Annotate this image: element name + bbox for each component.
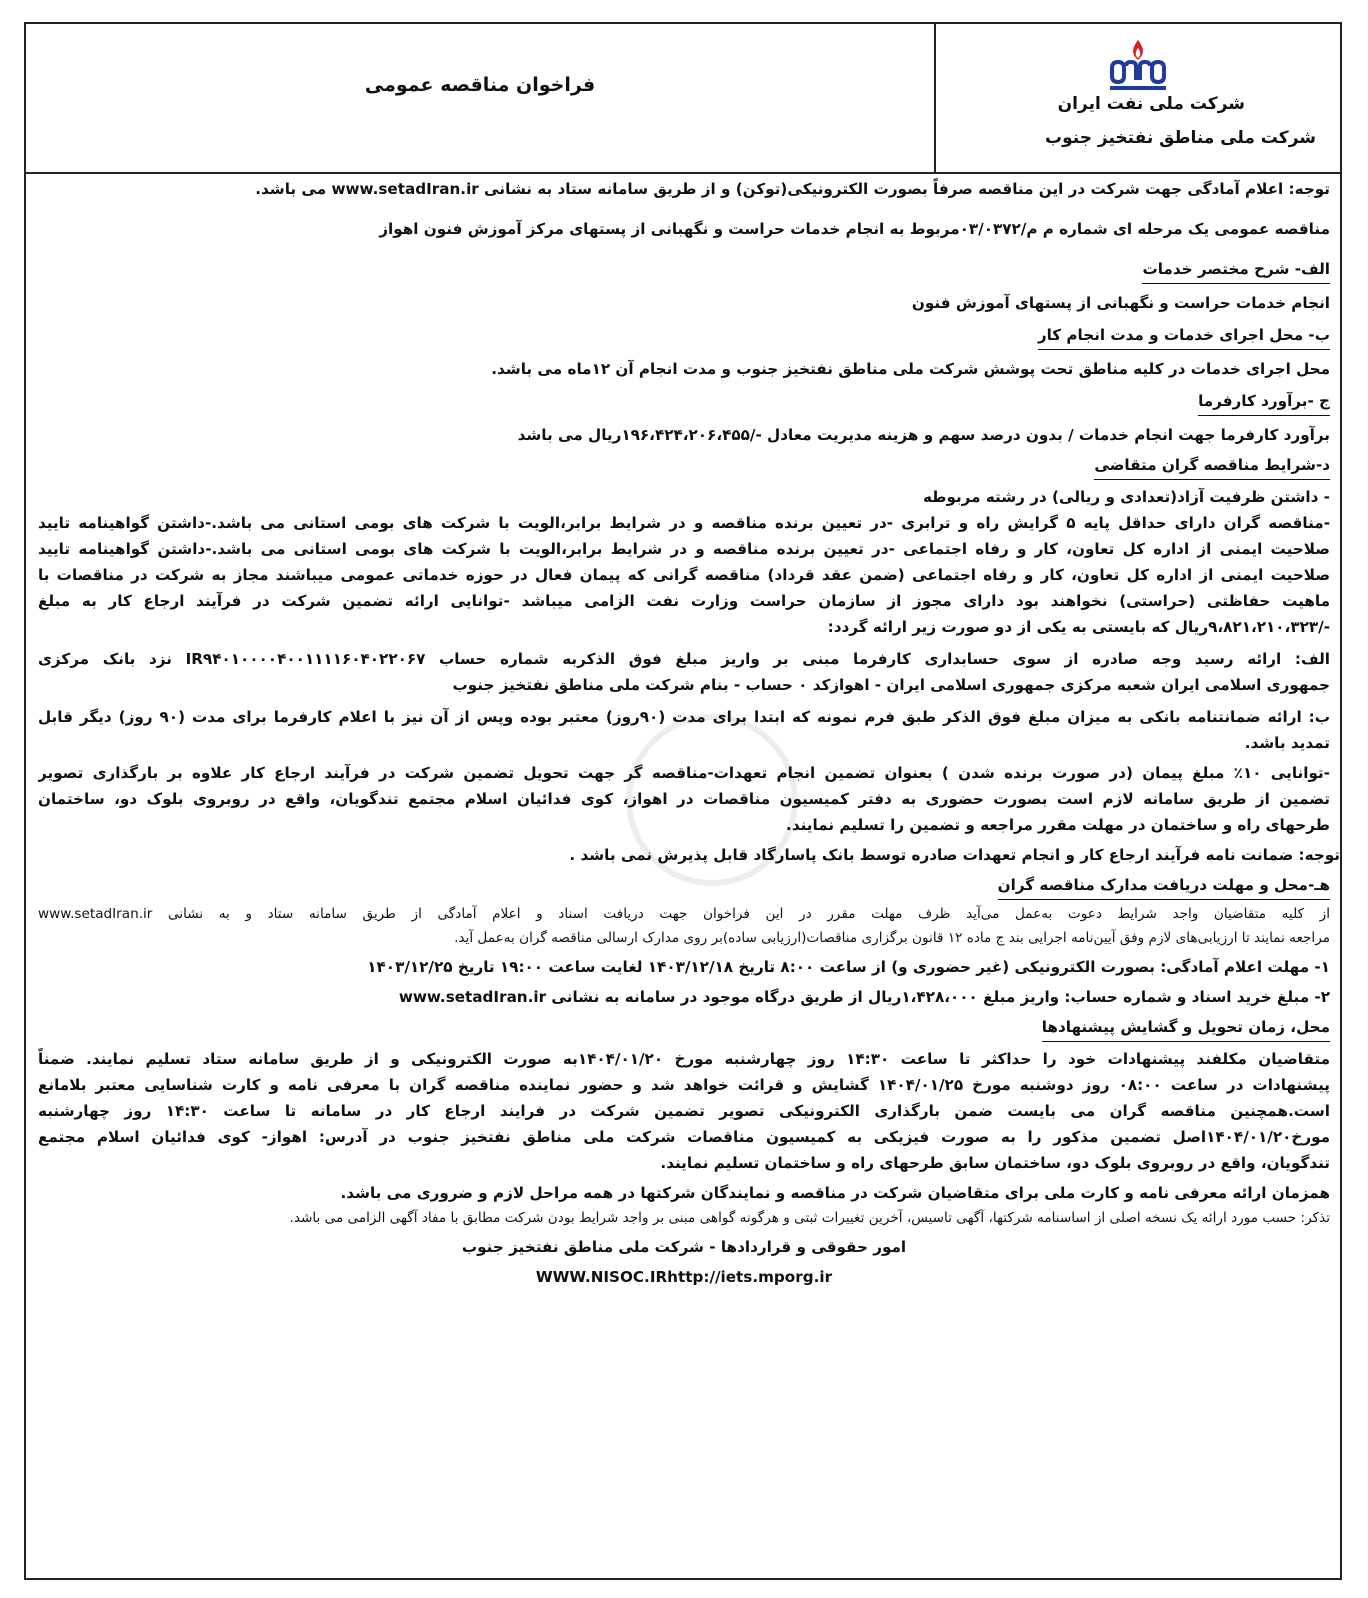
section-a-text: انجام خدمات حراست و نگهبانی از پستهای آموزش فنون <box>911 294 1330 312</box>
section-d-line: تمدید باشد. <box>1244 734 1330 752</box>
reminder-note: تذکر: حسب مورد ارائه یک نسخه اصلی از اساسنامه شرکتها، آگهی تاسیس، آخرین تغییرات ثبتی و هرگونه گواهی مبنی بر واجد شرایط بودن شرکت مطابق با مفاد آگهی الزامی می باشد. <box>289 1210 1330 1226</box>
tender-notice-frame <box>24 22 1342 1580</box>
section-f-line: مورخ۱۴۰۴/۰۱/۲۰اصل تضمین مذکور را به صورت فیزیکی به کمیسیون مناقصات شرکت ملی مناطق نفتخیز جنوب در آدرس: اهواز- کوی فدائیان اسلام مجتمع <box>38 1128 1330 1146</box>
notice-header <box>26 24 1340 174</box>
footer-links[interactable]: WWW.NISOC.IRhttp://iets.mporg.ir <box>535 1268 833 1286</box>
section-f-line: متقاضیان مکلفند پیشنهادات خود را حداکثر تا ساعت ۱۴:۳۰ روز چهارشنبه مورخ ۱۴۰۴/۰۱/۲۰به صورت الکترونیکی و از طریق سامانه ستاد تسلیم نمایند. ضمناً <box>38 1050 1330 1068</box>
section-a-heading: الف- شرح مختصر خدمات <box>1142 256 1330 284</box>
section-d-line: تضمین از طریق سامانه لازم است بصورت حضوری به دفتر کمیسیون مناقصات در اهواز، کوی فدائیان اسلام مجتمع تندگویان، واقع در روبروی بلوک دو، ساختمان <box>38 790 1330 808</box>
section-e-line: از کلیه متقاضیان واجد شرایط دعوت به‌عمل می‌آید ظرف مهلت مقرر در این فراخوان جهت دریافت اسناد و اعلام آمادگی از طریق سامانه ستاد و به نشانی www.setadIran.ir <box>38 906 1330 922</box>
section-f-heading: محل، زمان تحویل و گشایش پیشنهادها <box>1042 1014 1330 1042</box>
nioc-logo-icon <box>1104 36 1172 96</box>
section-d-line: -/۹،۸۲۱،۲۱۰،۳۲۳ریال که بایستی به یکی از دو صورت زیر ارائه گردد: <box>827 618 1330 636</box>
section-d-line: صلاحیت ایمنی از اداره کل تعاون، کار و رفاه اجتماعی -در تعیین برنده مناقصه و در شرایط برابر،الویت با شرکت های بومی استانی می باشد.-داشتن گواهینامه تایید <box>38 540 1330 558</box>
deadline-1: ۱- مهلت اعلام آمادگی: بصورت الکترونیکی (غیر حضوری و) از ساعت ۸:۰۰ تاریخ ۱۴۰۳/۱۲/۱۸ لغایت ساعت ۱۹:۰۰ تاریخ ۱۴۰۳/۱۲/۲۵ <box>367 958 1330 976</box>
section-b-text: محل اجرای خدمات در کلیه مناطق تحت پوشش شرکت ملی مناطق نفتخیز جنوب و مدت انجام آن ۱۲ماه می باشد. <box>491 360 1330 378</box>
section-f-line: تندگویان، واقع در روبروی بلوک دو، ساختمان سابق طرحهای راه و ساختمان تسلیم نمایند. <box>660 1154 1330 1172</box>
notice-top: توجه: اعلام آمادگی جهت شرکت در این مناقصه صرفاً بصورت الکترونیکی(توکن) و از طریق سامانه ستاد به نشانی www.setadIran.ir می باشد. <box>255 180 1330 198</box>
section-f-line: پیشنهادات در ساعت ۰۸:۰۰ روز دوشنبه مورخ ۱۴۰۴/۰۱/۲۵ گشایش و قرائت خواهد شد و حضور نماینده مناقصه گران با معرفی نامه و کارت شناسایی معتبر بلامانع <box>38 1076 1330 1094</box>
section-f-line: است.همچنین مناقصه گران می بایست ضمن بارگذاری الکترونیکی تصویر تضمین شرکت در فرایند ارجاع کار در سامانه تا ساعت ۱۴:۳۰ روز چهارشنبه <box>38 1102 1330 1120</box>
header-divider <box>934 24 936 172</box>
section-d-line: -مناقصه گران دارای حداقل پایه ۵ گرایش راه و ترابری -در تعیین برنده مناقصه و در شرایط برابر،الویت با شرکت های بومی استانی می باشد.-داشتن گواهینامه تایید <box>38 514 1330 532</box>
section-d-line: جمهوری اسلامی ایران شعبه مرکزی جمهوری اسلامی ایران - اهوازکد ۰ حساب - بنام شرکت ملی مناطق نفتخیز جنوب <box>452 676 1330 694</box>
section-c-text: برآورد کارفرما جهت انجام خدمات / بدون درصد سهم و هزینه مدیریت معادل -/۱۹۶،۴۲۴،۲۰۶،۴۵۵ریال می باشد <box>517 426 1330 444</box>
deadline-2: ۲- مبلغ خرید اسناد و شماره حساب: واریز مبلغ ۱،۴۲۸،۰۰۰ریال از طریق درگاه موجود در سامانه به نشانی www.setadIran.ir <box>398 988 1330 1006</box>
section-d-line: - داشتن ظرفیت آزاد(تعدادی و ریالی) در رشته مربوطه <box>922 488 1330 506</box>
signature: امور حقوقی و قراردادها - شرکت ملی مناطق نفتخیز جنوب <box>461 1238 907 1256</box>
section-d-line: الف: ارائه رسید وجه صادره از سوی حسابداری کارفرما مبنی بر واریز مبلغ فوق الذکربه شماره حساب IR۹۴۰۱۰۰۰۰۴۰۰۱۱۱۱۶۰۴۰۲۲۰۶۷ نزد بانک مرکزی <box>38 650 1330 668</box>
section-d-line: ب: ارائه ضمانتنامه بانکی به میزان مبلغ فوق الذکر طبق فرم نمونه که ابتدا برای مدت (۹۰روز) معتبر بوده وپس از آن نیز با اعلام کارفرما برای مدت (۹۰ روز) دیگر قابل <box>38 708 1330 726</box>
section-d-line: طرحهای راه و ساختمان در مهلت مقرر مراجعه و تضمین را تسلیم نمایند. <box>786 816 1330 834</box>
section-e-heading: هـ-محل و مهلت دریافت مدارک مناقصه گران <box>998 872 1330 900</box>
section-c-heading: ج -برآورد کارفرما <box>1198 388 1330 416</box>
notice-body <box>38 174 1340 1290</box>
section-b-heading: ب- محل اجرای خدمات و مدت انجام کار <box>1038 322 1330 350</box>
company-name: شرکت ملی نفت ایران <box>1057 94 1245 114</box>
subsidiary-name: شرکت ملی مناطق نفتخیز جنوب <box>1045 128 1316 148</box>
closing-note: همزمان ارائه معرفی نامه و کارت ملی برای متقاضیان شرکت در مناقصه و نمایندگان شرکتها در همه مراحل لازم و ضروری می باشد. <box>340 1184 1330 1202</box>
section-d-line: -توانایی ۱۰٪ مبلغ پیمان (در صورت برنده شدن ) بعنوان تضمین انجام تعهدات-مناقصه گر جهت تحویل تضمین شرکت در فرآیند ارجاع کار علاوه بر بارگذاری تصویر <box>38 764 1330 782</box>
section-d-heading: د-شرایط مناقصه گران متقاضی <box>1094 452 1330 480</box>
tender-title: مناقصه عمومی یک مرحله ای شماره م م/۰۳/۰۳۷۲مربوط به انجام خدمات حراست و نگهبانی از پستهای مرکز آموزش فنون اهواز <box>379 220 1330 238</box>
notice-bank: توجه: ضمانت نامه فرآیند ارجاع کار و انجام تعهدات صادره توسط بانک پاسارگاد قابل پذیرش نمی باشد . <box>569 846 1340 864</box>
section-e-line: مراجعه نمایند تا ارزیابی‌های لازم وفق آیین‌نامه اجرایی بند ج ماده ۱۲ قانون برگزاری مناقصات(ارزیابی ساده)بر روی مدارک ارسالی مناقصه گران به‌عمل آید. <box>454 930 1330 946</box>
section-d-line: صلاحیت ایمنی از اداره کل تعاون، کار و رفاه اجتماعی (ضمن عقد قرداد) مناقصه گرانی که پیمان فعال در حوزه خدماتی عمومی میباشند مجاز به شرکت در مناقصات با <box>38 566 1330 584</box>
notice-title: فراخوان مناقصه عمومی <box>364 74 596 96</box>
section-d-line: ماهیت حفاظتی (حراستی) نخواهند بود دارای مجوز از سازمان حراست وزارت نفت الزامی میباشد -توانایی ارائه تضمین شرکت در فرآیند ارجاع کار به مبلغ <box>38 592 1330 610</box>
